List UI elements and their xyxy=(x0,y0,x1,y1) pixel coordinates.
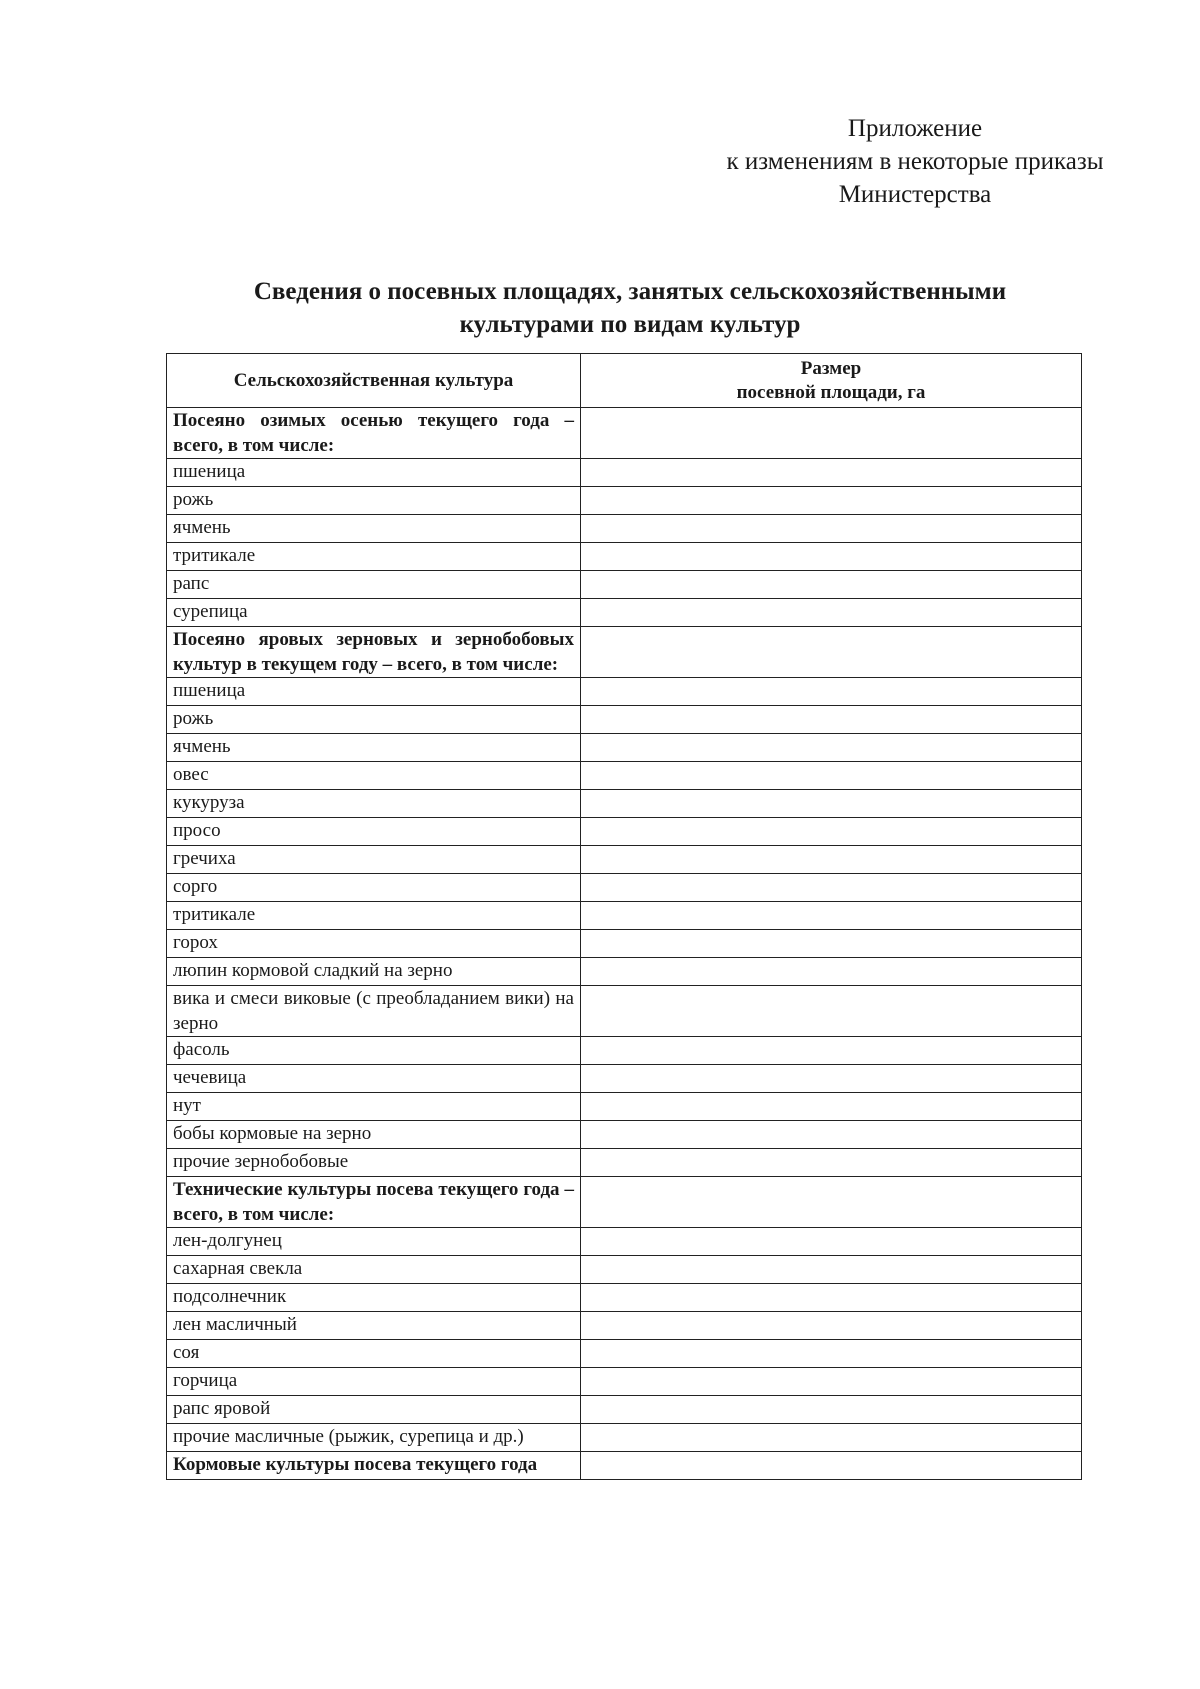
document-title xyxy=(160,275,1100,341)
header-sown-area-line-1: Размер xyxy=(800,357,862,379)
crop-name-cell: ячмень xyxy=(167,515,581,543)
table-row xyxy=(167,599,1082,627)
crop-name-cell: лен-долгунец xyxy=(167,1228,581,1256)
sown-area-cell[interactable] xyxy=(581,678,1082,706)
sown-area-cell[interactable] xyxy=(581,1340,1082,1368)
crop-name-cell: кукуруза xyxy=(167,790,581,818)
sown-area-cell[interactable] xyxy=(581,1149,1082,1177)
sown-area-cell[interactable] xyxy=(581,818,1082,846)
sown-area-cell[interactable] xyxy=(581,986,1082,1037)
crop-name-cell: просо xyxy=(167,818,581,846)
table-row xyxy=(167,1312,1082,1340)
sown-area-cell[interactable] xyxy=(581,902,1082,930)
table-row xyxy=(167,1149,1082,1177)
table-row xyxy=(167,734,1082,762)
crop-name-cell: овес xyxy=(167,762,581,790)
sown-area-cell[interactable] xyxy=(581,1284,1082,1312)
crop-name-cell: подсолнечник xyxy=(167,1284,581,1312)
crop-name-cell: горох xyxy=(167,930,581,958)
sown-area-cell[interactable] xyxy=(581,1037,1082,1065)
table-row xyxy=(167,459,1082,487)
crop-name-cell: ячмень xyxy=(167,734,581,762)
table-section-row xyxy=(167,627,1082,678)
crop-name-cell: люпин кормовой сладкий на зерно xyxy=(167,958,581,986)
sown-area-cell[interactable] xyxy=(581,408,1082,459)
table-section-row xyxy=(167,1452,1082,1480)
sown-area-cell[interactable] xyxy=(581,706,1082,734)
table-body xyxy=(167,408,1082,1480)
crop-area-table xyxy=(166,353,1082,1480)
sown-area-cell[interactable] xyxy=(581,1228,1082,1256)
table-row xyxy=(167,1340,1082,1368)
table-section-row xyxy=(167,1177,1082,1228)
table-section-row xyxy=(167,408,1082,459)
crop-name-cell: Посеяно яровых зерновых и зернобобовых культур в текущем году – всего, в том числе: xyxy=(167,627,581,678)
header-sown-area-line-2: посевной площади, га xyxy=(736,381,926,403)
sown-area-cell[interactable] xyxy=(581,1065,1082,1093)
appendix-line-1: Приложение xyxy=(847,115,983,142)
table-row xyxy=(167,874,1082,902)
crop-name-cell: прочие зернобобовые xyxy=(167,1149,581,1177)
crop-name-cell: прочие масличные (рыжик, сурепица и др.) xyxy=(167,1424,581,1452)
sown-area-cell[interactable] xyxy=(581,1396,1082,1424)
sown-area-cell[interactable] xyxy=(581,930,1082,958)
crop-name-cell: пшеница xyxy=(167,459,581,487)
crop-name-cell: нут xyxy=(167,1093,581,1121)
appendix-note xyxy=(680,112,1150,211)
appendix-line-2: к изменениям в некоторые приказы xyxy=(726,148,1104,175)
crop-name-cell: чечевица xyxy=(167,1065,581,1093)
crop-name-cell: Технические культуры посева текущего года – всего, в том числе: xyxy=(167,1177,581,1228)
table-row xyxy=(167,1065,1082,1093)
crop-name-cell: лен масличный xyxy=(167,1312,581,1340)
sown-area-cell[interactable] xyxy=(581,487,1082,515)
table-row xyxy=(167,1424,1082,1452)
table-row xyxy=(167,930,1082,958)
sown-area-cell[interactable] xyxy=(581,571,1082,599)
table-row xyxy=(167,1037,1082,1065)
table-row xyxy=(167,543,1082,571)
crop-name-cell: гречиха xyxy=(167,846,581,874)
sown-area-cell[interactable] xyxy=(581,1121,1082,1149)
sown-area-cell[interactable] xyxy=(581,1256,1082,1284)
appendix-line-3: Министерства xyxy=(838,181,992,208)
table-row xyxy=(167,678,1082,706)
table-row xyxy=(167,762,1082,790)
table-row xyxy=(167,571,1082,599)
table-header-row xyxy=(167,354,1082,408)
table-row xyxy=(167,515,1082,543)
table-row xyxy=(167,986,1082,1037)
sown-area-cell[interactable] xyxy=(581,734,1082,762)
sown-area-cell[interactable] xyxy=(581,874,1082,902)
table-row xyxy=(167,1121,1082,1149)
table-row xyxy=(167,1284,1082,1312)
crop-name-cell: Кормовые культуры посева текущего года xyxy=(167,1452,581,1480)
sown-area-cell[interactable] xyxy=(581,790,1082,818)
header-sown-area xyxy=(581,354,1082,408)
table-row xyxy=(167,1368,1082,1396)
sown-area-cell[interactable] xyxy=(581,958,1082,986)
table-row xyxy=(167,958,1082,986)
sown-area-cell[interactable] xyxy=(581,627,1082,678)
sown-area-cell[interactable] xyxy=(581,846,1082,874)
table-row xyxy=(167,902,1082,930)
crop-name-cell: горчица xyxy=(167,1368,581,1396)
crop-name-cell: рапс xyxy=(167,571,581,599)
crop-name-cell: сахарная свекла xyxy=(167,1256,581,1284)
crop-name-cell: пшеница xyxy=(167,678,581,706)
table-row xyxy=(167,1256,1082,1284)
crop-name-cell: вика и смеси виковые (с преобладанием вики) на зерно xyxy=(167,986,581,1037)
table-row xyxy=(167,846,1082,874)
crop-name-cell: рожь xyxy=(167,487,581,515)
sown-area-cell[interactable] xyxy=(581,1177,1082,1228)
sown-area-cell[interactable] xyxy=(581,1312,1082,1340)
sown-area-cell[interactable] xyxy=(581,762,1082,790)
crop-name-cell: фасоль xyxy=(167,1037,581,1065)
table-row xyxy=(167,1228,1082,1256)
sown-area-cell[interactable] xyxy=(581,1424,1082,1452)
sown-area-cell[interactable] xyxy=(581,1368,1082,1396)
crop-name-cell: сорго xyxy=(167,874,581,902)
crop-name-cell: рапс яровой xyxy=(167,1396,581,1424)
sown-area-cell[interactable] xyxy=(581,599,1082,627)
crop-name-cell: соя xyxy=(167,1340,581,1368)
document-title-line-1: Сведения о посевных площадях, занятых сельскохозяйственными xyxy=(253,278,1007,305)
crop-name-cell: тритикале xyxy=(167,543,581,571)
table-row xyxy=(167,1396,1082,1424)
table-row xyxy=(167,706,1082,734)
table-row xyxy=(167,487,1082,515)
crop-name-cell: рожь xyxy=(167,706,581,734)
crop-name-cell: сурепица xyxy=(167,599,581,627)
sown-area-cell[interactable] xyxy=(581,515,1082,543)
sown-area-cell[interactable] xyxy=(581,459,1082,487)
table-row xyxy=(167,1093,1082,1121)
sown-area-cell[interactable] xyxy=(581,1093,1082,1121)
header-crop: Сельскохозяйственная культура xyxy=(167,354,581,408)
sown-area-cell[interactable] xyxy=(581,543,1082,571)
table-row xyxy=(167,818,1082,846)
crop-name-cell: Посеяно озимых осенью текущего года – всего, в том числе: xyxy=(167,408,581,459)
sown-area-cell[interactable] xyxy=(581,1452,1082,1480)
crop-name-cell: тритикале xyxy=(167,902,581,930)
table-row xyxy=(167,790,1082,818)
crop-name-cell: бобы кормовые на зерно xyxy=(167,1121,581,1149)
document-title-line-2: культурами по видам культур xyxy=(459,311,801,338)
